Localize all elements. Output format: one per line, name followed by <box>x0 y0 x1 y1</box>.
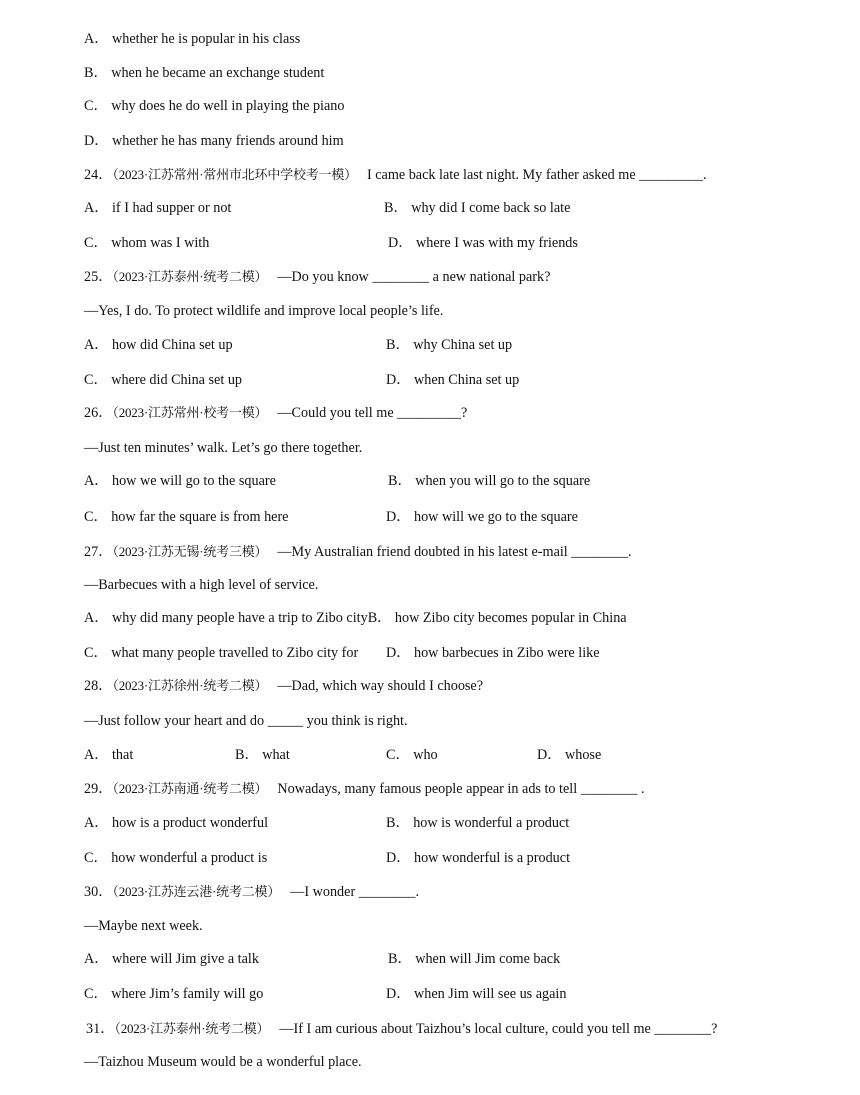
option-letter: B． <box>386 337 410 353</box>
option-letter: B． <box>386 815 410 831</box>
q27-stem <box>84 543 632 561</box>
q30-option-a <box>84 950 259 968</box>
q25-stem <box>84 268 550 286</box>
option-letter: D． <box>386 986 411 1002</box>
question-source: （2023·江苏无锡·统考三模） <box>112 544 268 559</box>
option-text: where will Jim give a talk <box>111 951 259 967</box>
option-text: whether he is popular in his class <box>111 31 301 47</box>
option-text: how wonderful is a product <box>413 850 571 866</box>
option-letter: C． <box>84 98 108 114</box>
option-text: where I was with my friends <box>415 235 578 251</box>
option-text: how did China set up <box>111 337 233 353</box>
option-text: where Jim’s family will go <box>111 986 264 1002</box>
q25-option-c <box>84 371 242 389</box>
question-stem: —Dad, which way should I choose? <box>277 678 484 694</box>
question-source: （2023·江苏泰州·统考二模） <box>114 1021 270 1036</box>
option-letter: B． <box>384 200 408 216</box>
question-number: 26． <box>84 405 113 421</box>
option-letter: B． <box>388 951 412 967</box>
option-text: when you will go to the square <box>415 473 591 489</box>
q30-option-d <box>386 985 566 1003</box>
option-letter: A． <box>84 815 109 831</box>
question-stem: I came back late last night. My father asked me _________. <box>366 167 707 183</box>
option-text: how is a product wonderful <box>111 815 269 831</box>
q27-option-d <box>386 644 600 662</box>
q24-stem <box>84 166 707 184</box>
option-text: whether he has many friends around him <box>111 133 344 149</box>
q23-option-b <box>84 64 324 82</box>
question-number: 30． <box>84 884 113 900</box>
q24-option-a <box>84 199 231 217</box>
q23-option-c <box>84 97 344 115</box>
option-letter: D． <box>386 372 411 388</box>
option-letter: C． <box>84 986 108 1002</box>
option-text: that <box>111 747 134 763</box>
option-text: what <box>262 747 290 763</box>
question-stem: —My Australian friend doubted in his latest e-mail ________. <box>277 544 632 560</box>
q23-option-d <box>84 132 344 150</box>
option-text: how wonderful a product is <box>111 850 268 866</box>
option-letter: A． <box>84 747 109 763</box>
q26-reply: —Just ten minutes’ walk. Let’s go there together. <box>84 440 363 456</box>
question-source: （2023·江苏南通·统考二模） <box>112 781 268 796</box>
question-stem: —If I am curious about Taizhou’s local culture, could you tell me ________? <box>279 1021 718 1037</box>
q29-option-c <box>84 849 267 867</box>
option-text: who <box>413 747 438 763</box>
question-number: 27． <box>84 544 113 560</box>
question-source: （2023·江苏常州·常州市北环中学校考一模） <box>112 167 357 182</box>
option-letter: C． <box>84 509 108 525</box>
option-letter: A． <box>84 473 109 489</box>
q31-stem <box>86 1020 717 1038</box>
q28-option-b <box>235 746 290 764</box>
option-letter: B． <box>367 610 392 626</box>
option-letter: A． <box>84 610 109 626</box>
q30-option-c <box>84 985 263 1003</box>
q25-option-d <box>386 371 519 389</box>
q25-reply: —Yes, I do. To protect wildlife and improve local people’s life. <box>84 303 444 319</box>
question-source: （2023·江苏泰州·统考二模） <box>112 269 268 284</box>
option-text: when Jim will see us again <box>413 986 567 1002</box>
question-source: （2023·江苏常州·校考一模） <box>112 405 268 420</box>
option-letter: D． <box>386 850 411 866</box>
question-stem: —Could you tell me _________? <box>277 405 468 421</box>
option-letter: B． <box>388 473 412 489</box>
option-letter: C． <box>84 372 108 388</box>
q26-stem <box>84 404 467 422</box>
question-stem: —I wonder ________. <box>290 884 420 900</box>
option-text: how we will go to the square <box>111 473 276 489</box>
q29-option-b <box>386 814 569 832</box>
q30-option-b <box>388 950 560 968</box>
option-letter: A． <box>84 951 109 967</box>
question-number: 25． <box>84 269 113 285</box>
option-letter: D． <box>537 747 562 763</box>
question-source: （2023·江苏徐州·统考二模） <box>112 678 268 693</box>
q31-reply: —Taizhou Museum would be a wonderful place. <box>84 1054 362 1070</box>
question-number: 24． <box>84 167 113 183</box>
q26-option-a <box>84 472 276 490</box>
q25-option-a <box>84 336 233 354</box>
option-text: why did many people have a trip to Zibo city <box>111 610 368 626</box>
q28-option-c <box>386 746 438 764</box>
option-text: how Zibo city becomes popular in China <box>394 610 627 626</box>
q26-option-b <box>388 472 590 490</box>
option-text: whose <box>564 747 602 763</box>
option-letter: A． <box>84 337 109 353</box>
option-letter: D． <box>386 509 411 525</box>
option-text: if I had supper or not <box>111 200 232 216</box>
option-letter: D． <box>84 133 109 149</box>
q27-option-c <box>84 644 358 662</box>
option-letter: C． <box>84 235 108 251</box>
option-text: how will we go to the square <box>413 509 578 525</box>
option-letter: A． <box>84 200 109 216</box>
q29-stem <box>84 780 645 798</box>
q30-stem <box>84 883 419 901</box>
option-text: when will Jim come back <box>415 951 561 967</box>
q30-reply: —Maybe next week. <box>84 918 203 934</box>
option-letter: B． <box>235 747 259 763</box>
option-text: where did China set up <box>111 372 243 388</box>
option-letter: A． <box>84 31 109 47</box>
q24-option-b <box>384 199 570 217</box>
option-text: how is wonderful a product <box>413 815 570 831</box>
option-text: when China set up <box>413 372 520 388</box>
q29-option-a <box>84 814 268 832</box>
option-text: whom was I with <box>111 235 210 251</box>
option-text: when he became an exchange student <box>111 65 325 81</box>
option-text: why does he do well in playing the piano <box>111 98 345 114</box>
q25-option-b <box>386 336 512 354</box>
option-text: how barbecues in Zibo were like <box>413 645 600 661</box>
question-source: （2023·江苏连云港·统考二模） <box>112 884 281 899</box>
option-text: how far the square is from here <box>111 509 289 525</box>
q28-reply: —Just follow your heart and do _____ you think is right. <box>84 713 408 729</box>
q27-reply: —Barbecues with a high level of service. <box>84 577 319 593</box>
q24-option-d <box>388 234 578 252</box>
q28-option-a <box>84 746 133 764</box>
q24-option-c <box>84 234 209 252</box>
option-letter: B． <box>84 65 108 81</box>
q26-option-c <box>84 508 288 526</box>
q26-option-d <box>386 508 578 526</box>
option-text: why did I come back so late <box>411 200 571 216</box>
option-text: what many people travelled to Zibo city for <box>111 645 359 661</box>
option-letter: D． <box>386 645 411 661</box>
option-letter: C． <box>84 645 108 661</box>
question-number: 28． <box>84 678 113 694</box>
question-stem: Nowadays, many famous people appear in ads to tell ________ . <box>277 781 645 797</box>
question-stem: —Do you know ________ a new national park? <box>277 269 551 285</box>
question-number: 29． <box>84 781 113 797</box>
option-letter: D． <box>388 235 413 251</box>
q28-option-d <box>537 746 601 764</box>
option-text: why China set up <box>413 337 513 353</box>
q27-options-ab <box>84 609 627 627</box>
q23-option-a <box>84 30 300 48</box>
q28-stem <box>84 677 483 695</box>
option-letter: C． <box>84 850 108 866</box>
option-letter: C． <box>386 747 410 763</box>
q29-option-d <box>386 849 570 867</box>
question-number: 31． <box>86 1021 115 1037</box>
